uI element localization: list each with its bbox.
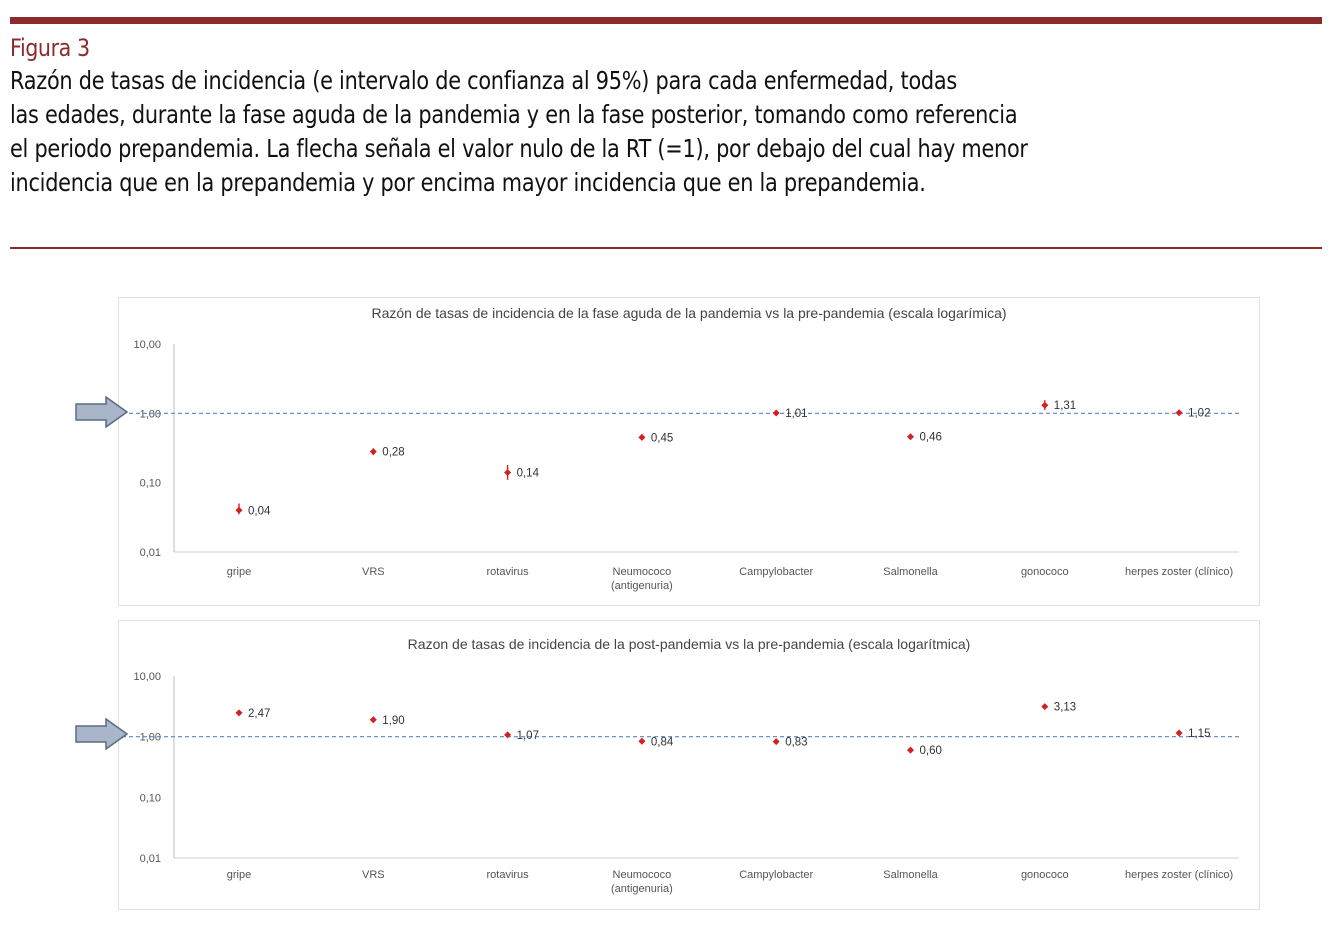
- data-label: 2,47: [248, 707, 271, 720]
- data-label: 0,83: [785, 736, 808, 749]
- figure-label: Figura 3: [10, 34, 90, 62]
- y-tick-label: 10,00: [133, 339, 161, 351]
- y-tick-label: 0,10: [139, 477, 161, 490]
- data-point: [1176, 409, 1183, 416]
- x-tick-label: rotavirus: [486, 869, 529, 881]
- chart-title: Razon de tasas de incidencia de la post-pandemia vs la pre-pandemia (escala logarítmica): [407, 636, 971, 652]
- data-point: [504, 469, 511, 476]
- data-label: 1,07: [516, 729, 539, 742]
- x-tick-label: gonococo: [1020, 869, 1069, 881]
- x-tick-label: herpes zoster (clínico): [1124, 566, 1234, 578]
- data-label: 0,28: [382, 446, 405, 459]
- caption-line: las edades, durante la fase aguda de la pandemia y en la fase posterior, tomando como referencia: [10, 100, 1018, 129]
- y-tick-label: 1,00: [139, 731, 161, 744]
- x-tick-label: Campylobacter: [739, 869, 814, 881]
- y-tick-label: 0,10: [139, 792, 161, 805]
- y-tick-label: 1,00: [139, 408, 161, 421]
- x-tick-label: rotavirus: [486, 566, 529, 578]
- data-label: 0,60: [919, 745, 942, 758]
- x-tick-label: Neumococo: [612, 869, 672, 881]
- data-label: 0,14: [516, 467, 539, 480]
- x-tick-label: Campylobacter: [739, 566, 814, 578]
- chart-panel-acute: [118, 297, 1260, 606]
- caption-line: el periodo prepandemia. La flecha señala el valor nulo de la RT (=1), por debajo del cual hay menor: [10, 134, 1028, 163]
- top-rule: [10, 17, 1322, 24]
- y-tick-label: 0,01: [139, 853, 161, 865]
- chart-post-vs-prepandemic: [119, 621, 1259, 909]
- x-tick-label: herpes zoster (clínico): [1124, 869, 1234, 881]
- data-point: [773, 410, 780, 417]
- data-label: 0,04: [248, 505, 271, 518]
- x-tick-label: gripe: [226, 566, 252, 578]
- data-point: [638, 434, 645, 441]
- figure-caption: [10, 64, 1302, 200]
- null-value-arrow-icon: [75, 718, 129, 750]
- x-tick-label: Salmonella: [883, 869, 938, 881]
- data-label: 0,84: [650, 736, 674, 749]
- section-rule: [10, 247, 1322, 249]
- x-tick-label: gripe: [226, 869, 252, 881]
- data-label: 1,01: [785, 408, 808, 421]
- x-tick-label: (antigenuria): [611, 883, 673, 895]
- data-point: [1176, 729, 1183, 736]
- x-tick-label: (antigenuria): [611, 580, 673, 592]
- data-label: 1,90: [382, 714, 405, 727]
- data-label: 1,15: [1188, 727, 1211, 740]
- null-value-arrow-icon: [75, 396, 129, 428]
- data-label: 1,31: [1053, 400, 1077, 413]
- data-point: [370, 716, 377, 723]
- x-tick-label: VRS: [361, 869, 385, 881]
- data-point: [504, 731, 511, 738]
- y-tick-label: 10,00: [133, 671, 161, 683]
- data-label: 3,13: [1053, 701, 1077, 714]
- data-label: 0,45: [650, 432, 674, 445]
- data-point: [907, 747, 914, 754]
- x-tick-label: Neumococo: [612, 566, 672, 578]
- x-tick-label: Salmonella: [883, 566, 938, 578]
- chart-acute-vs-prepandemic: [119, 298, 1259, 605]
- chart-panel-post: [118, 620, 1260, 910]
- x-tick-label: gonococo: [1020, 566, 1069, 578]
- data-label: 0,46: [919, 431, 942, 444]
- data-point: [907, 433, 914, 440]
- data-point: [1041, 703, 1048, 710]
- x-tick-label: VRS: [361, 566, 385, 578]
- data-point: [1041, 402, 1048, 409]
- chart-title: Razón de tasas de incidencia de la fase aguda de la pandemia vs la pre-pandemia (escala logarímica): [371, 305, 1007, 321]
- data-point: [236, 507, 243, 514]
- data-point: [638, 738, 645, 745]
- data-point: [236, 709, 243, 716]
- caption-line: incidencia que en la prepandemia y por encima mayor incidencia que en la prepandemia.: [10, 168, 926, 197]
- data-point: [773, 738, 780, 745]
- y-tick-label: 0,01: [139, 547, 161, 559]
- data-label: 1,02: [1188, 407, 1211, 420]
- data-point: [370, 448, 377, 455]
- caption-line: Razón de tasas de incidencia (e intervalo de confianza al 95%) para cada enfermedad, todas: [10, 66, 957, 95]
